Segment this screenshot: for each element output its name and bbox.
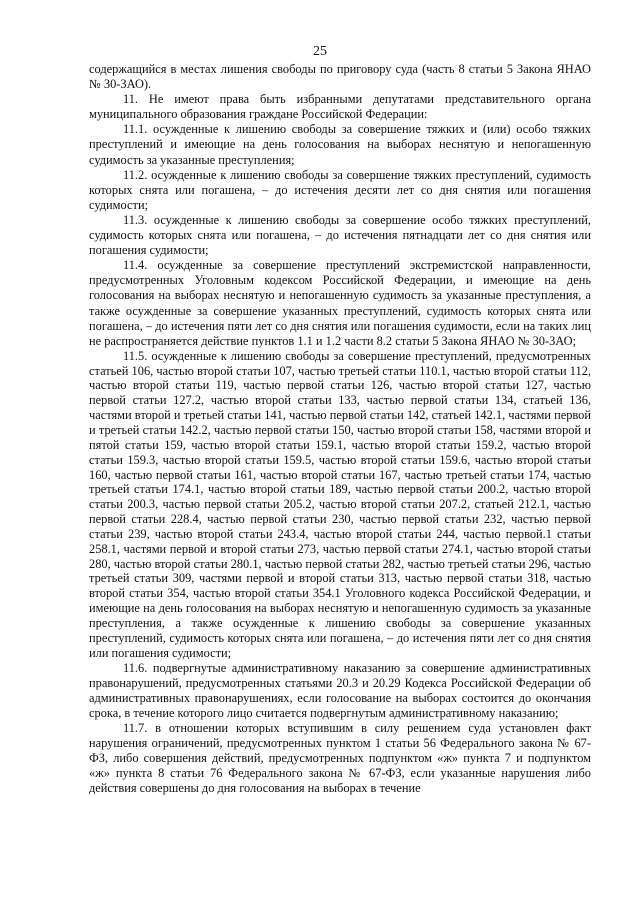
paragraph-item-11-5: 11.5. осужденные к лишению свободы за совершение преступлений, предусмотренных статьей 106, частью второй статьи 107, частью третьей статьи 110.1, частью второй статьи 112, частью второй статьи 119, частью первой статьи 126, частью второй статьи 127, частью первой статьи 127.2, частью второй статьи 133, частью первой статьи 134, статьей 136, частями второй и третьей статьи 141, частью первой статьи 142, статьей 142.1, частями первой и третьей статьи 142.2, частью первой статьи 150, частью второй статьи 158, частями второй и пятой статьи 159, частью второй статьи 159.1, частью второй статьи 159.2, частью второй статьи 159.3, частью второй статьи 159.5, частью второй статьи 159.6, частью второй статьи 160, частью первой статьи 161, частью второй статьи 167, частью третьей статьи 174, частью третьей статьи 174.1, частью второй статьи 189, частью первой статьи 200.2, частью второй статьи 200.3, частью первой статьи 205.2, частью второй статьи 207.2, статьей 212.1, частью первой статьи 228.4, частью первой статьи 230, частью первой статьи 232, частью первой статьи 239, частью второй статьи 243.4, частью второй статьи 244, частью первой.1 статьи 258.1, частями первой и второй статьи 273, частью первой статьи 274.1, частью второй статьи 280, частью второй статьи 280.1, частью первой статьи 282, частью третьей статьи 296, частью третьей статьи 309, частями первой и второй статьи 313, частью первой статьи 318, частью второй статьи 354, частью второй статьи 354.1 Уголовного кодекса Российской Федерации, и имеющие на день голосования на выборах неснятую и непогашенную судимость за указанные преступления, а также осужденные к лишению свободы за совершение указанных преступлений, судимость которых снята или погашена, – до истечения пяти лет со дня снятия или погашения судимости;	[89, 348, 591, 660]
paragraph-item-11-6: 11.6. подвергнутые административному наказанию за совершение административных правонарушений, предусмотренных статьями 20.3 и 20.29 Кодекса Российской Федерации об административных правонарушениях, если голосование на выборах состоится до окончания срока, в течение которого лицо считается подвергнутым административному наказанию;	[89, 660, 591, 720]
paragraph-item-11-3: 11.3. осужденные к лишению свободы за совершение особо тяжких преступлений, судимость которых снята или погашена, – до истечения пятнадцати лет со дня снятия или погашения судимости;	[89, 212, 591, 258]
document-body	[89, 62, 591, 796]
paragraph-item-11-4: 11.4. осужденные за совершение преступлений экстремистской направленности, предусмотренных Уголовным кодексом Российской Федерации, и имеющие на день голосования на выборах неснятую и непогашенную судимость за указанные преступления, а также осужденные за совершение указанных преступлений, судимость которых снята или погашена, – до истечения пяти лет со дня снятия или погашения судимости, если на таких лиц не распространяется действие пунктов 1.1 и 1.2 части 8.2 статьи 5 Закона ЯНАО № 30-ЗАО;	[89, 258, 591, 348]
paragraph-item-11: 11. Не имеют права быть избранными депутатами представительного органа муниципального образования граждане Российской Федерации:	[89, 92, 591, 122]
paragraph-item-11-7: 11.7. в отношении которых вступившим в силу решением суда установлен факт нарушения ограничений, предусмотренных пунктом 1 статьи 56 Федерального закона № 67-ФЗ, либо совершения действий, предусмотренных подпунктом «ж» пункта 7 и подпунктом «ж» пункта 8 статьи 76 Федерального закона № 67-ФЗ, если указанные нарушения либо действия совершены до дня голосования на выборах в течение	[89, 720, 591, 796]
paragraph-continuation: содержащийся в местах лишения свободы по приговору суда (часть 8 статьи 5 Закона ЯНАО № 30-ЗАО).	[89, 62, 591, 92]
page-number: 25	[313, 44, 327, 59]
paragraph-item-11-1: 11.1. осужденные к лишению свободы за совершение тяжких и (или) особо тяжких преступлений и имеющие на день голосования на выборах неснятую и непогашенную судимость за указанные преступления;	[89, 122, 591, 167]
paragraph-item-11-2: 11.2. осужденные к лишению свободы за совершение тяжких преступлений, судимость которых снята или погашена, – до истечения десяти лет со дня снятия или погашения судимости;	[89, 167, 591, 212]
